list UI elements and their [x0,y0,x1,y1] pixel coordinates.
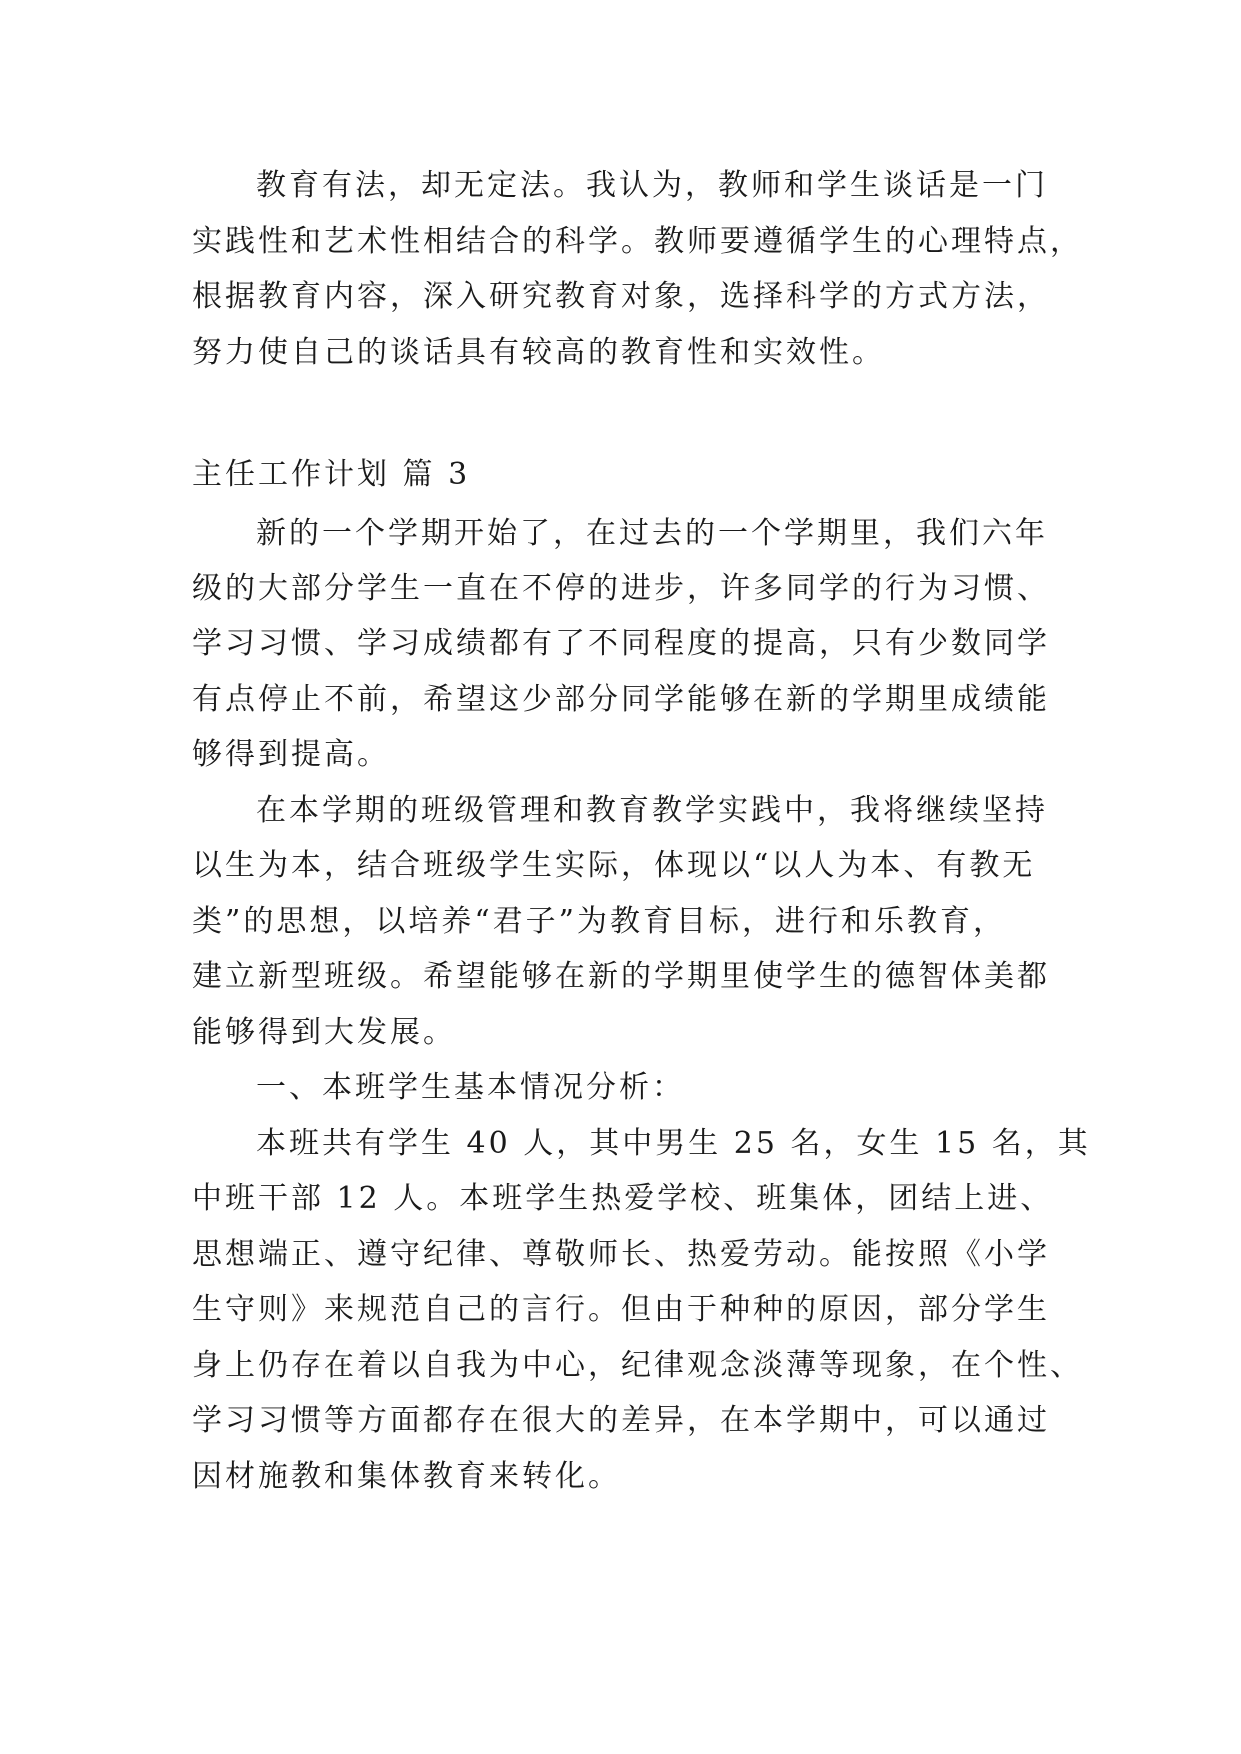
paragraph-4-line-4: 生守则》来规范自己的言行。但由于种种的原因，部分学生 [192,1292,1050,1327]
subsection-heading: 一、本班学生基本情况分析： [256,1070,685,1105]
paragraph-2-line-5: 够得到提高。 [192,737,390,772]
paragraph-2-line-1: 新的一个学期开始了，在过去的一个学期里，我们六年 [256,516,1048,551]
paragraph-2-line-3: 学习习惯、学习成绩都有了不同程度的提高，只有少数同学 [192,626,1050,661]
paragraph-4-line-6: 学习习惯等方面都存在很大的差异，在本学期中，可以通过 [192,1403,1050,1438]
paragraph-1-line-4: 努力使自己的谈话具有较高的教育性和实效性。 [192,335,885,370]
paragraph-3-line-2: 以生为本，结合班级学生实际，体现以“以人为本、有教无 [192,848,1036,883]
paragraph-3-line-3: 类”的思想，以培养“君子”为教育目标，进行和乐教育， [192,904,1007,939]
paragraph-1-line-3: 根据教育内容，深入研究教育对象，选择科学的方式方法， [192,279,1050,314]
paragraph-2-line-4: 有点停止不前，希望这少部分同学能够在新的学期里成绩能 [192,682,1050,717]
paragraph-4-line-5: 身上仍存在着以自我为中心，纪律观念淡薄等现象，在个性、 [192,1348,1083,1383]
paragraph-3-line-4: 建立新型班级。希望能够在新的学期里使学生的德智体美都 [192,959,1050,994]
paragraph-2-line-2: 级的大部分学生一直在不停的进步，许多同学的行为习惯、 [192,571,1050,606]
paragraph-3-line-1: 在本学期的班级管理和教育教学实践中，我将继续坚持 [256,793,1048,828]
paragraph-3-line-5: 能够得到大发展。 [192,1015,456,1050]
paragraph-4-line-2: 中班干部 12 人。本班学生热爱学校、班集体，团结上进、 [192,1181,1054,1216]
paragraph-4-line-3: 思想端正、遵守纪律、尊敬师长、热爱劳动。能按照《小学 [192,1237,1050,1272]
paragraph-4-line-1: 本班共有学生 40 人，其中男生 25 名，女生 15 名，其 [256,1126,1091,1161]
paragraph-4-line-7: 因材施教和集体教育来转化。 [192,1459,621,1494]
paragraph-1-line-2: 实践性和艺术性相结合的科学。教师要遵循学生的心理特点， [192,224,1083,259]
paragraph-1-line-1: 教育有法，却无定法。我认为，教师和学生谈话是一门 [256,168,1048,203]
section-heading: 主任工作计划 篇 3 [192,457,471,492]
